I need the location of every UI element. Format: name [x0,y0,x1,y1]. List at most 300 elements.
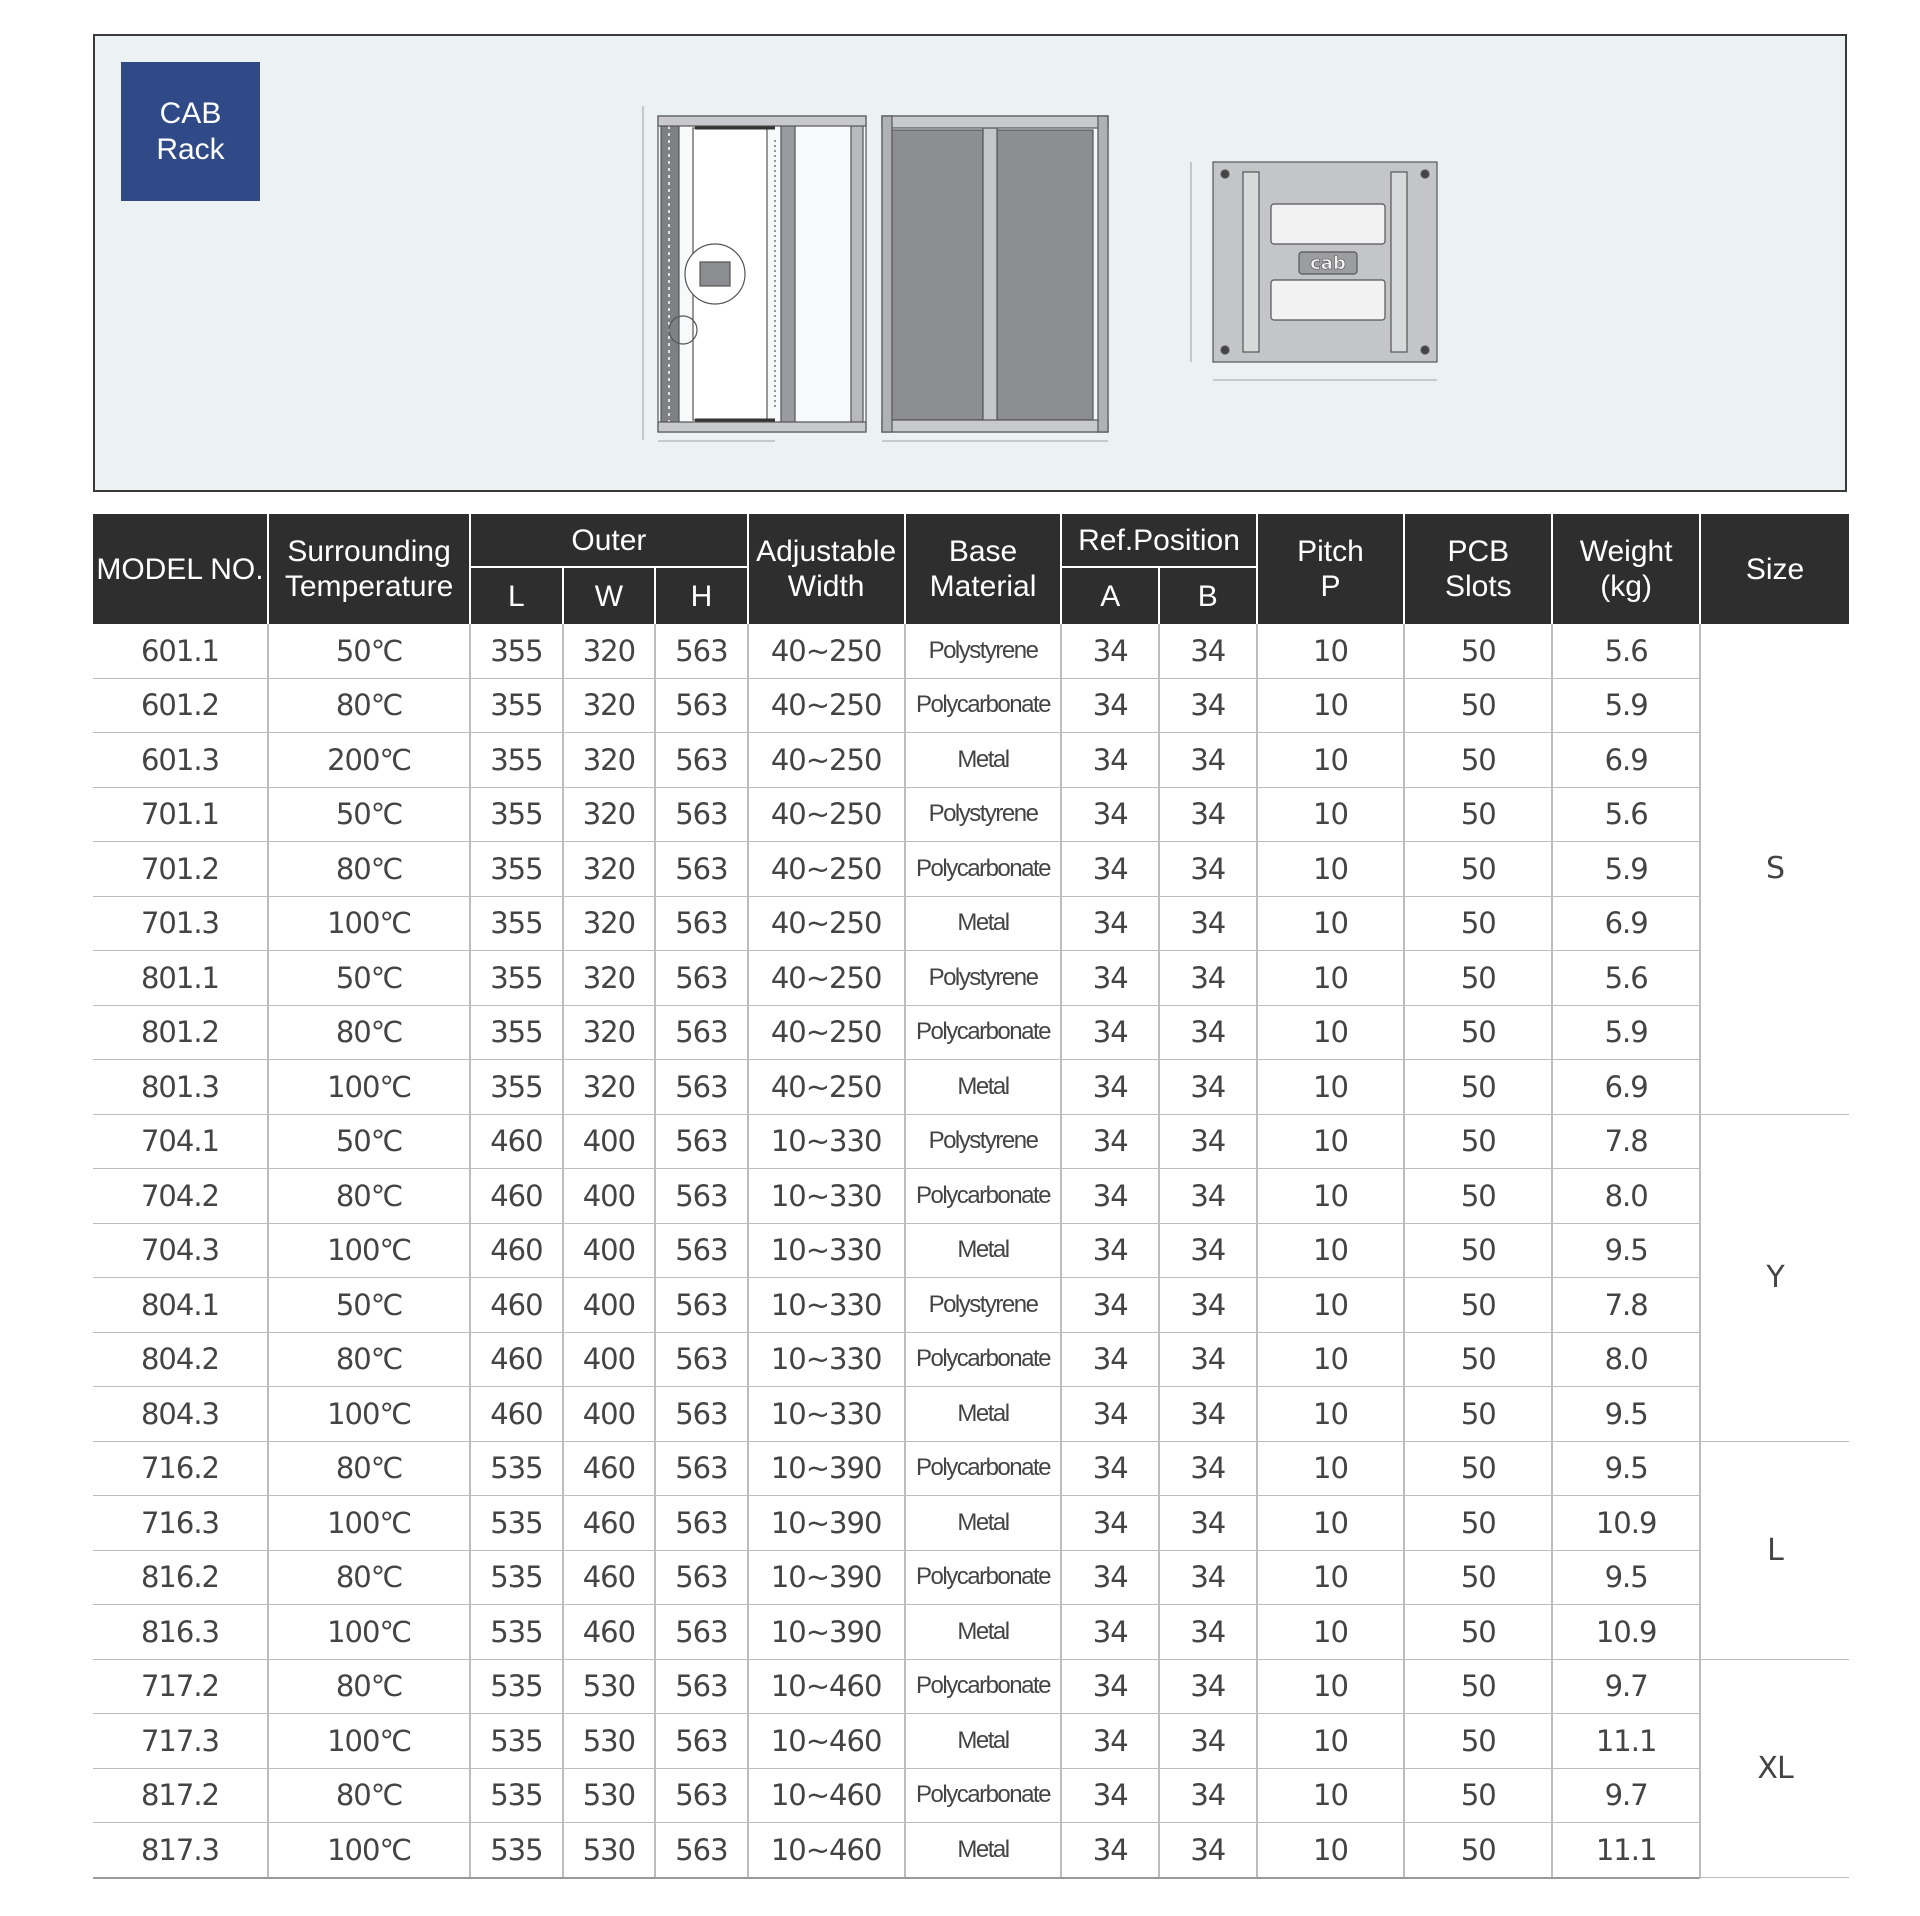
header-pcb-slots [1404,514,1552,624]
badge-line-2: Rack [156,132,225,166]
table-body [93,624,1849,1878]
cell-pitch: 10 [1257,1223,1405,1278]
cell-adjustable-width: 10~330 [748,1223,905,1278]
cell-outer-w: 320 [563,1060,656,1115]
cell-ref-a: 34 [1061,1223,1159,1278]
header-outer-h: H [655,567,748,624]
cell-adjustable-width: 10~460 [748,1659,905,1714]
cell-outer-w: 460 [563,1496,656,1551]
cell-base-material: Metal [905,1714,1062,1769]
table-row [93,1169,1849,1224]
cell-base-material: Polycarbonate [905,678,1062,733]
cell-temperature: 80℃ [268,1169,470,1224]
cell-outer-l: 535 [470,1441,563,1496]
cell-adjustable-width: 10~390 [748,1496,905,1551]
cell-model-no: 717.3 [93,1714,268,1769]
cell-size: Y [1700,1114,1849,1441]
cell-outer-h: 563 [655,787,748,842]
cell-size: L [1700,1441,1849,1659]
cell-ref-b: 34 [1159,678,1257,733]
cell-base-material: Polystyrene [905,1114,1062,1169]
cell-weight: 9.5 [1552,1223,1700,1278]
cell-weight: 9.5 [1552,1550,1700,1605]
rack-front-view [882,116,1108,441]
cell-model-no: 601.3 [93,733,268,788]
cell-model-no: 817.3 [93,1823,268,1878]
cell-ref-b: 34 [1159,1768,1257,1823]
cell-weight: 9.5 [1552,1441,1700,1496]
cell-temperature: 50℃ [268,1114,470,1169]
cell-pitch: 10 [1257,1550,1405,1605]
cell-adjustable-width: 10~330 [748,1332,905,1387]
header-outer: Outer [470,514,748,567]
cell-pitch: 10 [1257,733,1405,788]
cell-base-material: Polystyrene [905,787,1062,842]
header-adjustable-width [748,514,905,624]
header-model-no: MODEL NO. [93,514,268,624]
cell-outer-l: 460 [470,1387,563,1442]
cell-adjustable-width: 10~390 [748,1441,905,1496]
header-base-material [905,514,1062,624]
cell-model-no: 717.2 [93,1659,268,1714]
cell-temperature: 80℃ [268,1332,470,1387]
cell-model-no: 701.3 [93,896,268,951]
cell-size: XL [1700,1659,1849,1878]
cell-model-no: 701.1 [93,787,268,842]
table-row [93,678,1849,733]
cell-ref-b: 34 [1159,1496,1257,1551]
header-adjustable-line2: Width [787,570,865,603]
cell-temperature: 100℃ [268,896,470,951]
cell-outer-h: 563 [655,1114,748,1169]
cell-weight: 6.9 [1552,896,1700,951]
table-row [93,1550,1849,1605]
cell-outer-h: 563 [655,1005,748,1060]
cell-model-no: 801.2 [93,1005,268,1060]
cell-outer-h: 563 [655,1605,748,1660]
cell-pcb-slots: 50 [1404,624,1552,678]
cell-pcb-slots: 50 [1404,1114,1552,1169]
cell-adjustable-width: 10~460 [748,1714,905,1769]
cell-weight: 5.6 [1552,951,1700,1006]
cell-pitch: 10 [1257,1332,1405,1387]
cell-outer-l: 355 [470,624,563,678]
cell-ref-b: 34 [1159,733,1257,788]
cell-ref-a: 34 [1061,733,1159,788]
cell-ref-b: 34 [1159,1060,1257,1115]
cell-outer-w: 530 [563,1823,656,1878]
cell-model-no: 804.2 [93,1332,268,1387]
cell-pcb-slots: 50 [1404,951,1552,1006]
rack-technical-drawing [95,36,1845,490]
cell-weight: 10.9 [1552,1496,1700,1551]
cell-outer-l: 535 [470,1659,563,1714]
cell-base-material: Polycarbonate [905,1005,1062,1060]
cell-weight: 11.1 [1552,1714,1700,1769]
cell-outer-w: 530 [563,1768,656,1823]
cell-pitch: 10 [1257,1114,1405,1169]
cell-outer-w: 320 [563,842,656,897]
cell-outer-h: 563 [655,896,748,951]
cell-pcb-slots: 50 [1404,1060,1552,1115]
cell-pitch: 10 [1257,951,1405,1006]
header-outer-w: W [563,567,656,624]
cell-ref-a: 34 [1061,1060,1159,1115]
cell-model-no: 601.1 [93,624,268,678]
cell-outer-l: 355 [470,1060,563,1115]
cell-outer-h: 563 [655,1278,748,1333]
cell-outer-h: 563 [655,1496,748,1551]
cell-ref-b: 34 [1159,1387,1257,1442]
cell-base-material: Polycarbonate [905,842,1062,897]
cell-temperature: 50℃ [268,1278,470,1333]
cell-pcb-slots: 50 [1404,1550,1552,1605]
cell-pcb-slots: 50 [1404,1169,1552,1224]
product-illustration-panel [93,34,1847,492]
header-material-line2: Material [929,570,1037,603]
table-row [93,1441,1849,1496]
table-row [93,1114,1849,1169]
cell-temperature: 80℃ [268,678,470,733]
cell-ref-b: 34 [1159,1278,1257,1333]
cell-pcb-slots: 50 [1404,1823,1552,1878]
header-weight-line1: Weight [1579,535,1673,568]
cell-adjustable-width: 40~250 [748,678,905,733]
cell-outer-w: 320 [563,951,656,1006]
cell-model-no: 704.3 [93,1223,268,1278]
table-row [93,842,1849,897]
cell-outer-h: 563 [655,1659,748,1714]
header-surrounding-temperature [268,514,470,624]
cell-model-no: 804.3 [93,1387,268,1442]
header-weight [1552,514,1700,624]
cell-outer-l: 460 [470,1332,563,1387]
cell-weight: 9.7 [1552,1768,1700,1823]
cell-pitch: 10 [1257,842,1405,897]
cell-outer-w: 320 [563,678,656,733]
cell-ref-b: 34 [1159,1823,1257,1878]
cell-pcb-slots: 50 [1404,787,1552,842]
cell-ref-a: 34 [1061,1550,1159,1605]
header-temperature-line2: Temperature [284,570,454,603]
cell-ref-a: 34 [1061,896,1159,951]
cell-base-material: Metal [905,1223,1062,1278]
cell-pcb-slots: 50 [1404,1714,1552,1769]
table-row [93,1278,1849,1333]
cell-weight: 7.8 [1552,1114,1700,1169]
header-pitch-line1: Pitch [1297,535,1364,568]
cell-pitch: 10 [1257,787,1405,842]
rack-top-view [1191,162,1437,380]
cell-base-material: Metal [905,733,1062,788]
cell-ref-a: 34 [1061,951,1159,1006]
cell-outer-h: 563 [655,1768,748,1823]
cell-outer-h: 563 [655,624,748,678]
cell-ref-a: 34 [1061,787,1159,842]
header-size: Size [1700,514,1849,624]
cell-outer-h: 563 [655,1550,748,1605]
cell-base-material: Polycarbonate [905,1550,1062,1605]
cell-pcb-slots: 50 [1404,1496,1552,1551]
cell-outer-w: 400 [563,1332,656,1387]
cell-outer-h: 563 [655,1169,748,1224]
cell-outer-l: 355 [470,733,563,788]
cell-ref-b: 34 [1159,896,1257,951]
cell-ref-b: 34 [1159,1223,1257,1278]
cell-ref-a: 34 [1061,1496,1159,1551]
cell-outer-l: 535 [470,1768,563,1823]
table-row [93,1496,1849,1551]
cell-model-no: 816.2 [93,1550,268,1605]
cell-outer-w: 530 [563,1659,656,1714]
cell-weight: 9.7 [1552,1659,1700,1714]
cell-pcb-slots: 50 [1404,1605,1552,1660]
cell-weight: 8.0 [1552,1332,1700,1387]
cell-ref-a: 34 [1061,1005,1159,1060]
cell-weight: 8.0 [1552,1169,1700,1224]
table-row [93,1223,1849,1278]
cell-pcb-slots: 50 [1404,896,1552,951]
cell-base-material: Metal [905,1823,1062,1878]
cell-temperature: 100℃ [268,1223,470,1278]
cell-adjustable-width: 10~460 [748,1823,905,1878]
cell-size: S [1700,624,1849,1114]
table-row [93,1823,1849,1878]
cell-temperature: 80℃ [268,1005,470,1060]
table-row [93,1332,1849,1387]
cell-weight: 6.9 [1552,733,1700,788]
cell-outer-h: 563 [655,1441,748,1496]
cell-outer-w: 400 [563,1223,656,1278]
header-outer-l: L [470,567,563,624]
cell-outer-h: 563 [655,1060,748,1115]
cell-temperature: 50℃ [268,624,470,678]
header-ref-a: A [1061,567,1159,624]
table-row [93,1387,1849,1442]
cell-temperature: 100℃ [268,1387,470,1442]
cell-ref-b: 34 [1159,1332,1257,1387]
cell-base-material: Metal [905,1496,1062,1551]
table-row [93,1659,1849,1714]
cell-outer-l: 460 [470,1114,563,1169]
cell-pcb-slots: 50 [1404,1768,1552,1823]
cell-model-no: 704.2 [93,1169,268,1224]
cell-outer-w: 460 [563,1441,656,1496]
cell-pcb-slots: 50 [1404,1223,1552,1278]
cell-ref-b: 34 [1159,1605,1257,1660]
cell-model-no: 716.3 [93,1496,268,1551]
cell-ref-b: 34 [1159,1550,1257,1605]
cell-outer-h: 563 [655,1714,748,1769]
cell-outer-w: 400 [563,1387,656,1442]
cell-outer-l: 535 [470,1550,563,1605]
cell-pitch: 10 [1257,1169,1405,1224]
cell-base-material: Polycarbonate [905,1332,1062,1387]
cell-pcb-slots: 50 [1404,678,1552,733]
cell-ref-a: 34 [1061,1387,1159,1442]
cell-pitch: 10 [1257,1278,1405,1333]
cell-pitch: 10 [1257,1659,1405,1714]
header-slots-line2: Slots [1444,570,1512,603]
cell-outer-w: 320 [563,787,656,842]
cell-ref-a: 34 [1061,1169,1159,1224]
cell-ref-a: 34 [1061,1278,1159,1333]
cell-adjustable-width: 10~390 [748,1605,905,1660]
cell-ref-b: 34 [1159,787,1257,842]
cell-pitch: 10 [1257,1823,1405,1878]
cell-outer-h: 563 [655,678,748,733]
cell-adjustable-width: 40~250 [748,624,905,678]
cell-model-no: 816.3 [93,1605,268,1660]
cell-base-material: Metal [905,1060,1062,1115]
cell-model-no: 704.1 [93,1114,268,1169]
cell-model-no: 801.3 [93,1060,268,1115]
header-pitch-line2: P [1320,570,1341,603]
cell-outer-h: 563 [655,733,748,788]
badge-line-1: CAB [159,96,222,130]
cell-pcb-slots: 50 [1404,1332,1552,1387]
cell-adjustable-width: 10~330 [748,1278,905,1333]
table-row [93,624,1849,678]
cell-weight: 5.6 [1552,624,1700,678]
header-temperature-line1: Surrounding [287,535,451,568]
cell-outer-l: 535 [470,1605,563,1660]
cell-ref-b: 34 [1159,1005,1257,1060]
table-row [93,1768,1849,1823]
cell-ref-a: 34 [1061,1714,1159,1769]
cell-model-no: 716.2 [93,1441,268,1496]
cell-ref-a: 34 [1061,1605,1159,1660]
cell-adjustable-width: 40~250 [748,733,905,788]
cell-weight: 5.9 [1552,842,1700,897]
header-weight-line2: (kg) [1600,570,1652,603]
cell-outer-h: 563 [655,842,748,897]
cell-ref-b: 34 [1159,1659,1257,1714]
cell-temperature: 100℃ [268,1060,470,1115]
cell-ref-b: 34 [1159,1114,1257,1169]
cell-pitch: 10 [1257,1005,1405,1060]
cell-base-material: Metal [905,1387,1062,1442]
cell-pitch: 10 [1257,896,1405,951]
cell-ref-a: 34 [1061,624,1159,678]
cell-ref-a: 34 [1061,842,1159,897]
cell-pcb-slots: 50 [1404,1278,1552,1333]
cell-base-material: Polystyrene [905,951,1062,1006]
table-row [93,1005,1849,1060]
cell-ref-b: 34 [1159,842,1257,897]
cell-temperature: 200℃ [268,733,470,788]
cell-pcb-slots: 50 [1404,1005,1552,1060]
cell-pitch: 10 [1257,1714,1405,1769]
cell-outer-w: 460 [563,1550,656,1605]
cell-outer-h: 563 [655,1332,748,1387]
cell-base-material: Metal [905,896,1062,951]
cell-base-material: Metal [905,1605,1062,1660]
cell-model-no: 701.2 [93,842,268,897]
cell-outer-l: 355 [470,678,563,733]
cell-ref-b: 34 [1159,1169,1257,1224]
cell-ref-a: 34 [1061,1823,1159,1878]
header-material-line1: Base [948,535,1018,568]
cell-outer-w: 400 [563,1169,656,1224]
cell-outer-l: 535 [470,1714,563,1769]
cell-outer-w: 400 [563,1278,656,1333]
cell-outer-l: 355 [470,896,563,951]
cell-temperature: 100℃ [268,1714,470,1769]
cell-model-no: 601.2 [93,678,268,733]
cell-ref-a: 34 [1061,1114,1159,1169]
cell-temperature: 80℃ [268,1550,470,1605]
cell-outer-l: 355 [470,787,563,842]
cell-adjustable-width: 40~250 [748,896,905,951]
cell-adjustable-width: 10~330 [748,1169,905,1224]
cell-outer-l: 355 [470,951,563,1006]
table-row [93,951,1849,1006]
table-row [93,1714,1849,1769]
cell-pitch: 10 [1257,1441,1405,1496]
cell-ref-b: 34 [1159,1441,1257,1496]
cell-pitch: 10 [1257,1060,1405,1115]
cell-outer-w: 320 [563,624,656,678]
cell-ref-a: 34 [1061,1441,1159,1496]
cell-outer-l: 460 [470,1169,563,1224]
cell-weight: 6.9 [1552,1060,1700,1115]
cell-outer-w: 400 [563,1114,656,1169]
cell-ref-a: 34 [1061,1332,1159,1387]
cell-temperature: 80℃ [268,1768,470,1823]
cell-outer-h: 563 [655,1823,748,1878]
cell-outer-h: 563 [655,1387,748,1442]
cell-outer-h: 563 [655,1223,748,1278]
cell-adjustable-width: 10~460 [748,1768,905,1823]
cell-temperature: 80℃ [268,1659,470,1714]
cell-pitch: 10 [1257,1496,1405,1551]
cell-pitch: 10 [1257,624,1405,678]
cell-ref-a: 34 [1061,1768,1159,1823]
table-row [93,1605,1849,1660]
cell-adjustable-width: 10~330 [748,1387,905,1442]
cell-outer-l: 535 [470,1823,563,1878]
cell-pitch: 10 [1257,1768,1405,1823]
cell-adjustable-width: 40~250 [748,1060,905,1115]
cell-outer-l: 535 [470,1496,563,1551]
table-row [93,896,1849,951]
cell-ref-a: 34 [1061,678,1159,733]
cell-outer-l: 460 [470,1223,563,1278]
cell-outer-h: 563 [655,951,748,1006]
cell-base-material: Polycarbonate [905,1768,1062,1823]
cell-base-material: Polycarbonate [905,1659,1062,1714]
cell-outer-l: 355 [470,842,563,897]
cell-weight: 5.9 [1552,678,1700,733]
cab-logo: cab [1310,253,1346,274]
rack-side-view [643,106,866,441]
cell-pcb-slots: 50 [1404,1441,1552,1496]
cell-adjustable-width: 10~330 [748,1114,905,1169]
cell-adjustable-width: 40~250 [748,1005,905,1060]
cell-outer-w: 320 [563,1005,656,1060]
cell-adjustable-width: 40~250 [748,951,905,1006]
cell-ref-b: 34 [1159,624,1257,678]
cell-base-material: Polycarbonate [905,1441,1062,1496]
cell-weight: 7.8 [1552,1278,1700,1333]
table-row [93,733,1849,788]
cell-weight: 5.9 [1552,1005,1700,1060]
cell-outer-l: 355 [470,1005,563,1060]
cell-pitch: 10 [1257,1605,1405,1660]
cell-outer-w: 320 [563,733,656,788]
cell-base-material: Polycarbonate [905,1169,1062,1224]
